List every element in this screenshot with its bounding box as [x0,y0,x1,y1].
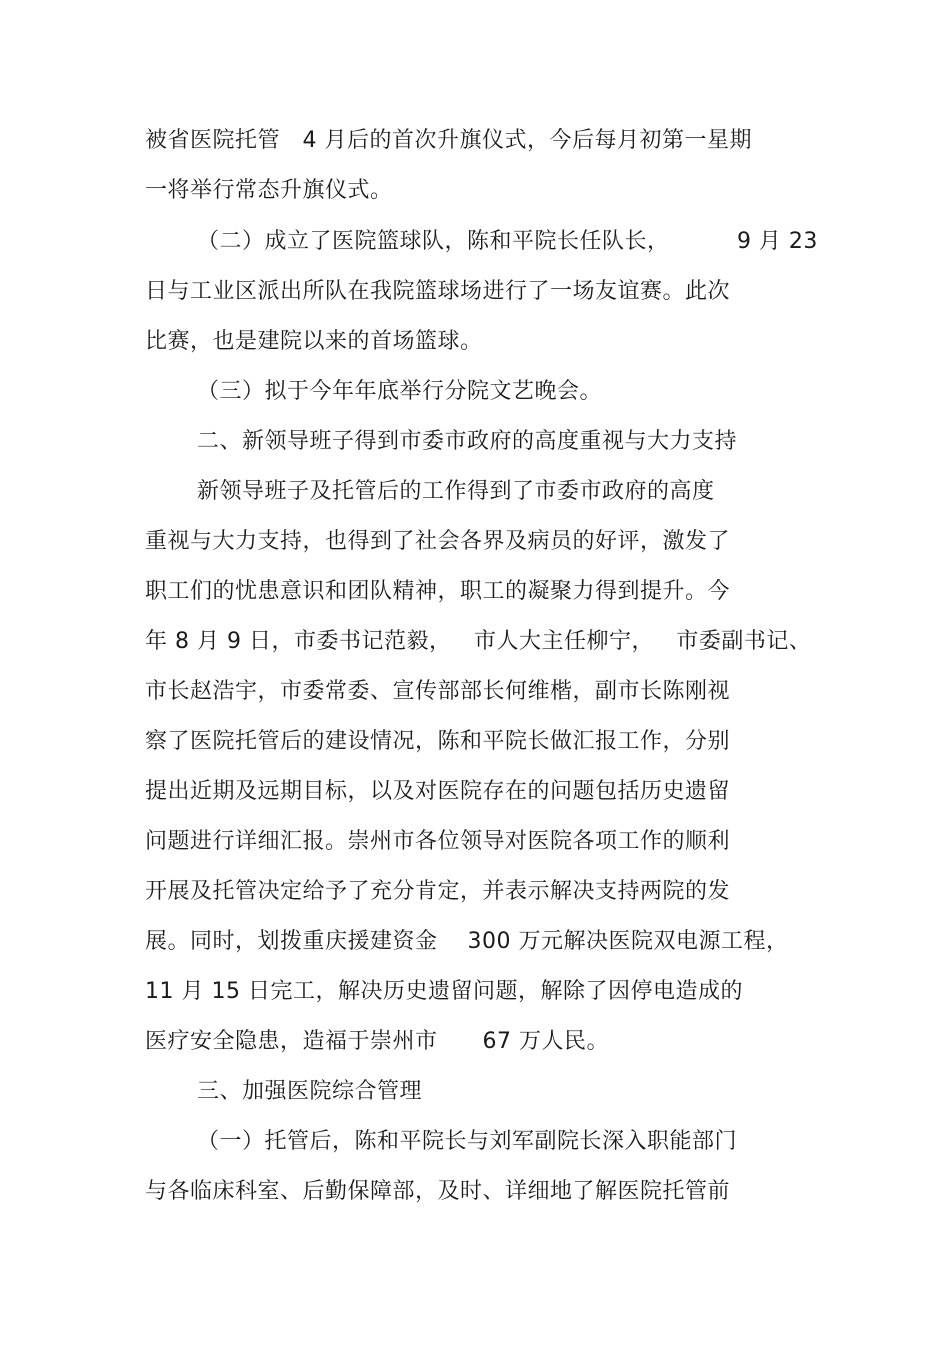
text-line: （二）成立了医院篮球队，陈和平院长任队长， 9 月 23 [197,229,818,254]
text-line: 提出近期及远期目标，以及对医院存在的问题包括历史遗留 [145,779,731,804]
text-line: 开展及托管决定给予了充分肯定，并表示解决支持两院的发 [145,879,731,904]
text-line: 问题进行详细汇报。崇州市各位领导对医院各项工作的顺利 [145,829,731,854]
text-line: 新领导班子及托管后的工作得到了市委市政府的高度 [197,479,715,504]
section-heading: 三、加强医院综合管理 [197,1079,423,1104]
text-line: 察了医院托管后的建设情况，陈和平院长做汇报工作，分别 [145,729,731,754]
text-line: 年 8 月 9 日，市委书记范毅， 市人大主任柳宁， 市委副书记、 [145,629,812,654]
text-line: 职工们的忧患意识和团队精神，职工的凝聚力得到提升。今 [145,579,731,604]
text-line: 医疗安全隐患，造福于崇州市 67 万人民。 [145,1029,609,1054]
text-line: 11 月 15 日完工，解决历史遗留问题，解除了因停电造成的 [145,979,743,1004]
text-line: 市长赵浩宇，市委常委、宣传部部长何维楷，副市长陈刚视 [145,679,731,704]
section-heading: 二、新领导班子得到市委市政府的高度重视与大力支持 [197,429,738,454]
text-line: 比赛，也是建院以来的首场篮球。 [145,329,483,354]
text-line: 与各临床科室、后勤保障部，及时、详细地了解医院托管前 [145,1179,731,1204]
text-line: 一将举行常态升旗仪式。 [145,178,393,203]
text-line: 展。同时，划拨重庆援建资金 300 万元解决医院双电源工程， [145,929,789,954]
text-line: （一）托管后，陈和平院长与刘军副院长深入职能部门 [197,1129,738,1154]
text-line: 被省医院托管 4 月后的首次升旗仪式，今后每月初第一星期 [145,128,752,153]
text-line: 日与工业区派出所队在我院篮球场进行了一场友谊赛。此次 [145,279,731,304]
text-line: （三）拟于今年年底举行分院文艺晚会。 [197,379,603,404]
text-line: 重视与大力支持，也得到了社会各界及病员的好评，激发了 [145,529,731,554]
